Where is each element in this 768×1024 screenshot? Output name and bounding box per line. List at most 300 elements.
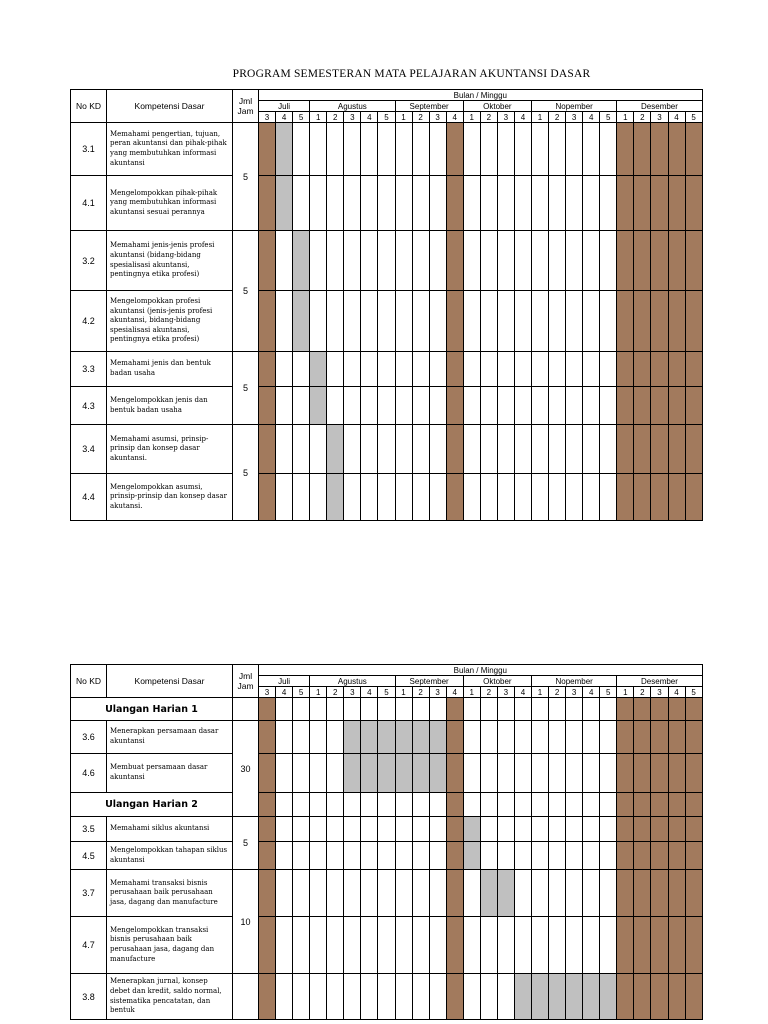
week-header: 5 [600,112,617,123]
week-cell [514,231,531,291]
month-header: September [395,101,463,112]
kd-description: Memahami siklus akuntansi [107,817,233,842]
month-header: Oktober [463,101,531,112]
jam-hours: 5 [233,425,259,521]
holiday-week-cell [651,123,668,176]
table-row [71,176,703,231]
week-header: 3 [566,687,583,698]
week-cell [293,917,310,974]
holiday-week-cell [685,842,702,870]
month-header: Juli [259,676,310,687]
week-cell [361,870,378,917]
week-cell [514,817,531,842]
kd-description: Memahami jenis dan bentuk badan usaha [107,352,233,387]
holiday-week-cell [668,754,685,793]
kd-number: 3.6 [71,721,107,754]
week-cell [310,817,327,842]
schedule-table-2 [70,664,703,1020]
section-label: Ulangan Harian 1 [71,698,233,721]
week-cell [327,291,344,352]
week-header: 4 [583,687,600,698]
week-cell [361,793,378,817]
jam-cell [233,698,259,721]
week-cell [293,387,310,425]
holiday-week-cell [634,123,651,176]
week-cell [532,291,549,352]
week-cell [429,291,446,352]
month-header: Oktober [463,676,531,687]
week-cell [361,698,378,721]
week-cell [378,974,395,1020]
holiday-week-cell [446,387,463,425]
week-cell [497,474,514,521]
scheduled-week-cell [395,754,412,793]
kd-number: 3.4 [71,425,107,474]
week-cell [412,176,429,231]
week-cell [310,123,327,176]
week-cell [344,793,361,817]
week-cell [514,917,531,974]
holiday-week-cell [668,793,685,817]
holiday-week-cell [651,425,668,474]
header-bulan-minggu: Bulan / Minggu [259,90,703,101]
jam-hours: 10 [233,870,259,974]
week-cell [327,698,344,721]
kd-description: Memahami pengertian, tujuan, peran akuntansi dan pihak-pihak yang membutuhkan informasi akuntansi [107,123,233,176]
week-cell [344,291,361,352]
week-cell [549,754,566,793]
week-cell [327,231,344,291]
table-row [71,817,703,842]
week-cell [549,352,566,387]
kd-description: Mengelompokkan pihak-pihak yang membutuhkan informasi akuntansi sesuai perannya [107,176,233,231]
holiday-week-cell [446,842,463,870]
holiday-week-cell [668,231,685,291]
holiday-week-cell [634,917,651,974]
scheduled-week-cell [549,974,566,1020]
week-cell [566,352,583,387]
week-cell [412,974,429,1020]
holiday-week-cell [446,231,463,291]
week-cell [293,698,310,721]
holiday-week-cell [259,123,276,176]
week-cell [549,231,566,291]
week-cell [395,698,412,721]
week-header: 2 [480,112,497,123]
holiday-week-cell [634,974,651,1020]
week-header: 2 [327,687,344,698]
week-cell [395,974,412,1020]
week-cell [276,842,293,870]
scheduled-week-cell [276,176,293,231]
week-cell [412,917,429,974]
week-header: 2 [549,687,566,698]
week-cell [327,817,344,842]
week-cell [497,917,514,974]
week-header: 1 [310,112,327,123]
holiday-week-cell [446,793,463,817]
holiday-week-cell [685,291,702,352]
jam-hours: 5 [233,231,259,352]
kd-description: Memahami asumsi, prinsip-prinsip dan konsep dasar akuntansi. [107,425,233,474]
holiday-week-cell [685,231,702,291]
week-cell [549,917,566,974]
week-cell [327,754,344,793]
scheduled-week-cell [378,721,395,754]
week-cell [293,425,310,474]
week-cell [463,917,480,974]
week-cell [532,123,549,176]
week-cell [344,231,361,291]
week-cell [276,352,293,387]
week-cell [566,793,583,817]
week-cell [293,721,310,754]
week-header: 4 [446,687,463,698]
week-cell [566,698,583,721]
week-cell [600,721,617,754]
holiday-week-cell [651,474,668,521]
week-cell [344,698,361,721]
week-cell [378,231,395,291]
week-cell [514,474,531,521]
week-cell [378,123,395,176]
week-cell [327,123,344,176]
week-cell [600,474,617,521]
jam-hours: 5 [233,352,259,425]
week-cell [463,698,480,721]
holiday-week-cell [617,425,634,474]
week-cell [361,387,378,425]
holiday-week-cell [617,387,634,425]
holiday-week-cell [668,474,685,521]
week-cell [395,176,412,231]
kd-number: 4.7 [71,917,107,974]
week-cell [276,698,293,721]
week-cell [583,817,600,842]
holiday-week-cell [634,231,651,291]
week-header: 1 [532,687,549,698]
scheduled-week-cell [566,974,583,1020]
scheduled-week-cell [327,425,344,474]
week-cell [566,721,583,754]
holiday-week-cell [634,291,651,352]
week-cell [395,842,412,870]
week-header: 2 [480,687,497,698]
holiday-week-cell [634,793,651,817]
week-cell [532,698,549,721]
week-cell [600,793,617,817]
week-cell [497,698,514,721]
week-cell [463,721,480,754]
jam-hours: 30 [233,721,259,817]
week-cell [327,842,344,870]
holiday-week-cell [634,721,651,754]
week-cell [566,291,583,352]
scheduled-week-cell [344,721,361,754]
holiday-week-cell [617,842,634,870]
table-row [71,842,703,870]
week-cell [344,123,361,176]
week-header: 3 [497,112,514,123]
week-cell [532,474,549,521]
week-header: 4 [276,112,293,123]
week-cell [395,291,412,352]
week-header: 2 [549,112,566,123]
scheduled-week-cell [480,870,497,917]
week-cell [549,842,566,870]
week-cell [549,698,566,721]
week-cell [600,231,617,291]
holiday-week-cell [617,474,634,521]
week-cell [480,387,497,425]
holiday-week-cell [446,474,463,521]
jam-cell [233,974,259,1020]
week-cell [378,474,395,521]
week-cell [344,176,361,231]
week-cell [327,870,344,917]
scheduled-week-cell [293,231,310,291]
holiday-week-cell [668,842,685,870]
holiday-week-cell [651,870,668,917]
week-cell [497,842,514,870]
holiday-week-cell [617,754,634,793]
week-cell [395,917,412,974]
week-cell [514,291,531,352]
week-cell [497,123,514,176]
week-cell [429,231,446,291]
week-cell [276,793,293,817]
holiday-week-cell [446,425,463,474]
holiday-week-cell [259,387,276,425]
scheduled-week-cell [532,974,549,1020]
week-cell [600,870,617,917]
week-cell [310,474,327,521]
header-no-kd: No KD [71,665,107,698]
holiday-week-cell [617,793,634,817]
holiday-week-cell [259,754,276,793]
week-header: 3 [344,687,361,698]
week-cell [276,721,293,754]
holiday-week-cell [685,721,702,754]
week-cell [600,387,617,425]
week-header: 2 [327,112,344,123]
week-cell [549,425,566,474]
week-cell [412,817,429,842]
week-cell [514,387,531,425]
week-cell [583,176,600,231]
holiday-week-cell [651,917,668,974]
table-row [71,352,703,387]
holiday-week-cell [617,974,634,1020]
week-cell [412,870,429,917]
holiday-week-cell [617,698,634,721]
week-cell [566,474,583,521]
holiday-week-cell [651,793,668,817]
holiday-week-cell [617,231,634,291]
week-cell [583,698,600,721]
week-cell [480,698,497,721]
week-cell [532,721,549,754]
week-cell [361,123,378,176]
week-header: 1 [395,687,412,698]
week-cell [276,425,293,474]
week-cell [532,842,549,870]
holiday-week-cell [685,793,702,817]
holiday-week-cell [617,123,634,176]
holiday-week-cell [685,387,702,425]
holiday-week-cell [651,387,668,425]
week-cell [566,817,583,842]
week-header: 2 [634,112,651,123]
kd-description: Mengelompokkan transaksi bisnis perusahaan baik perusahaan jasa, dagang dan manufacture [107,917,233,974]
week-cell [497,291,514,352]
week-cell [361,474,378,521]
week-cell [429,793,446,817]
week-cell [583,123,600,176]
week-cell [344,387,361,425]
header-kompetensi-dasar: Kompetensi Dasar [107,665,233,698]
week-cell [497,793,514,817]
holiday-week-cell [259,721,276,754]
week-cell [480,754,497,793]
holiday-week-cell [634,754,651,793]
week-cell [361,231,378,291]
week-cell [293,176,310,231]
week-cell [549,387,566,425]
week-header: 4 [583,112,600,123]
week-cell [395,387,412,425]
week-cell [293,842,310,870]
holiday-week-cell [446,754,463,793]
holiday-week-cell [446,974,463,1020]
month-header: Nopember [532,676,617,687]
week-cell [293,870,310,917]
holiday-week-cell [617,176,634,231]
week-cell [327,974,344,1020]
week-cell [395,870,412,917]
week-cell [310,870,327,917]
holiday-week-cell [668,870,685,917]
holiday-week-cell [617,917,634,974]
scheduled-week-cell [497,870,514,917]
week-header: 3 [566,112,583,123]
week-cell [497,352,514,387]
week-cell [310,793,327,817]
week-cell [310,698,327,721]
week-cell [412,698,429,721]
schedule-table-1 [70,89,703,521]
holiday-week-cell [668,974,685,1020]
week-cell [463,754,480,793]
holiday-week-cell [446,817,463,842]
holiday-week-cell [634,176,651,231]
week-cell [480,974,497,1020]
week-cell [532,817,549,842]
week-cell [378,176,395,231]
week-cell [600,425,617,474]
week-cell [480,291,497,352]
header-jml-jam: Jml Jam [233,90,259,123]
week-cell [344,474,361,521]
holiday-week-cell [617,870,634,917]
week-cell [395,123,412,176]
table-row [71,387,703,425]
week-header: 5 [378,112,395,123]
holiday-week-cell [446,291,463,352]
scheduled-week-cell [514,974,531,1020]
kd-number: 4.6 [71,754,107,793]
month-header: Agustus [310,676,395,687]
holiday-week-cell [668,123,685,176]
week-cell [463,870,480,917]
holiday-week-cell [634,817,651,842]
week-cell [378,698,395,721]
week-cell [463,291,480,352]
week-cell [480,917,497,974]
week-cell [514,123,531,176]
table-row [71,231,703,291]
week-cell [395,793,412,817]
month-header: Juli [259,101,310,112]
week-cell [361,974,378,1020]
week-cell [463,974,480,1020]
week-header: 4 [668,112,685,123]
week-cell [497,387,514,425]
week-cell [583,352,600,387]
scheduled-week-cell [378,754,395,793]
week-cell [412,123,429,176]
week-cell [429,870,446,917]
holiday-week-cell [651,176,668,231]
kd-description: Mengelompokkan tahapan siklus akuntansi [107,842,233,870]
holiday-week-cell [259,231,276,291]
week-cell [532,231,549,291]
holiday-week-cell [685,974,702,1020]
scheduled-week-cell [276,123,293,176]
table-row [71,870,703,917]
holiday-week-cell [446,698,463,721]
week-cell [344,817,361,842]
kd-description: Mengelompokkan profesi akuntansi (jenis-jenis profesi akuntansi, bidang-bidang spesialisasi akuntansi, pentingnya etika profesi) [107,291,233,352]
week-cell [532,387,549,425]
week-cell [583,474,600,521]
week-cell [566,425,583,474]
scheduled-week-cell [583,974,600,1020]
week-cell [480,425,497,474]
week-cell [344,425,361,474]
week-cell [583,917,600,974]
month-header: Desember [617,676,702,687]
week-cell [480,817,497,842]
holiday-week-cell [634,842,651,870]
holiday-week-cell [668,817,685,842]
week-cell [344,870,361,917]
kd-number: 4.2 [71,291,107,352]
week-cell [600,123,617,176]
week-cell [276,291,293,352]
week-cell [566,176,583,231]
holiday-week-cell [651,721,668,754]
week-cell [327,352,344,387]
week-cell [361,352,378,387]
week-cell [395,352,412,387]
week-header: 5 [685,687,702,698]
week-cell [600,291,617,352]
week-header: 5 [293,687,310,698]
week-header: 1 [617,112,634,123]
week-cell [514,870,531,917]
week-header: 4 [276,687,293,698]
